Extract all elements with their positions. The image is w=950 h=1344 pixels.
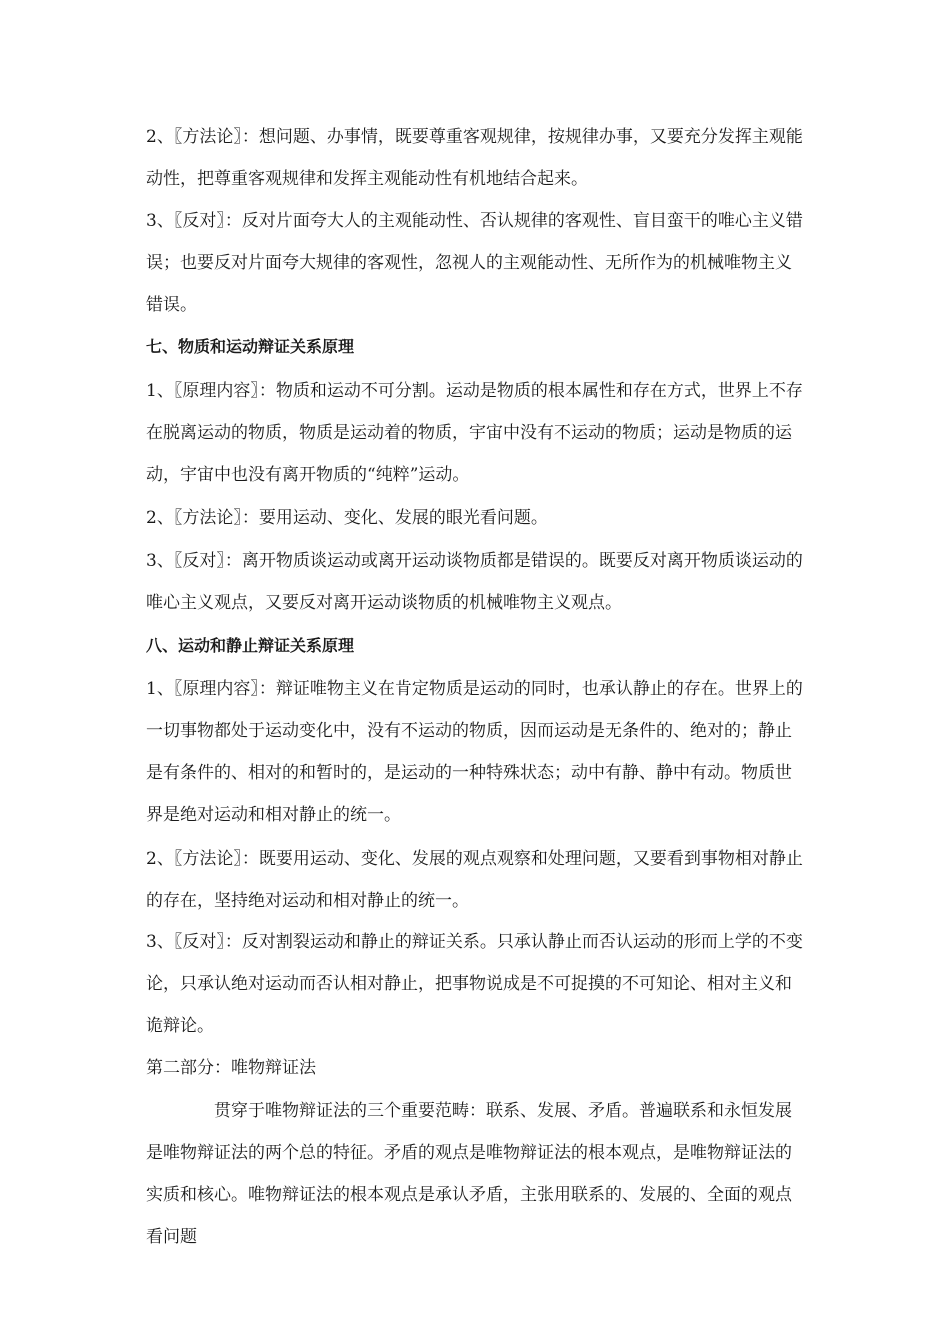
section-heading-7: 七、物质和运动辩证关系原理	[146, 337, 355, 356]
opposition-paragraph-7: 3、〖反对〗：离开物质谈运动或离开运动谈物质都是错误的。既要反对离开物质谈运动的唯心主义观点，又要反对离开运动谈物质的机械唯物主义观点。	[146, 551, 803, 613]
principle-content-paragraph-7: 1、〖原理内容〗：物质和运动不可分割。运动是物质的根本属性和存在方式，世界上不存在脱离运动的物质，物质是运动着的物质，宇宙中没有不运动的物质；运动是物质的运动，宇宙中也没有离开物质的“纯粹”运动。	[146, 381, 803, 485]
part-two-heading: 第二部分：唯物辩证法	[146, 1058, 316, 1078]
dialectics-intro-paragraph: 贯穿于唯物辩证法的三个重要范畴：联系、发展、矛盾。普遍联系和永恒发展是唯物辩证法的两个总的特征。矛盾的观点是唯物辩证法的根本观点，是唯物辩证法的实质和核心。唯物辩证法的根本观点是承认矛盾，主张用联系的、发展的、全面的观点看问题	[146, 1101, 792, 1247]
principle-content-paragraph-8: 1、〖原理内容〗：辩证唯物主义在肯定物质是运动的同时，也承认静止的存在。世界上的一切事物都处于运动变化中，没有不运动的物质，因而运动是无条件的、绝对的；静止是有条件的、相对的和暂时的，是运动的一种特殊状态；动中有静、静中有动。物质世界是绝对运动和相对静止的统一。	[146, 679, 803, 825]
methodology-paragraph-7: 2、〖方法论〗：要用运动、变化、发展的眼光看问题。	[146, 508, 548, 528]
section-heading-8: 八、运动和静止辩证关系原理	[146, 636, 355, 655]
methodology-paragraph-6: 2、〖方法论〗：想问题、办事情，既要尊重客观规律，按规律办事，又要充分发挥主观能动性，把尊重客观规律和发挥主观能动性有机地结合起来。	[146, 127, 803, 189]
methodology-paragraph-8: 2、〖方法论〗：既要用运动、变化、发展的观点观察和处理问题，又要看到事物相对静止的存在，坚持绝对运动和相对静止的统一。	[146, 849, 803, 911]
opposition-paragraph-8: 3、〖反对〗：反对割裂运动和静止的辩证关系。只承认静止而否认运动的形而上学的不变论，只承认绝对运动而否认相对静止，把事物说成是不可捉摸的不可知论、相对主义和诡辩论。	[146, 932, 803, 1036]
opposition-paragraph-6: 3、〖反对〗：反对片面夸大人的主观能动性、否认规律的客观性、盲目蛮干的唯心主义错误；也要反对片面夸大规律的客观性，忽视人的主观能动性、无所作为的机械唯物主义错误。	[146, 211, 803, 315]
